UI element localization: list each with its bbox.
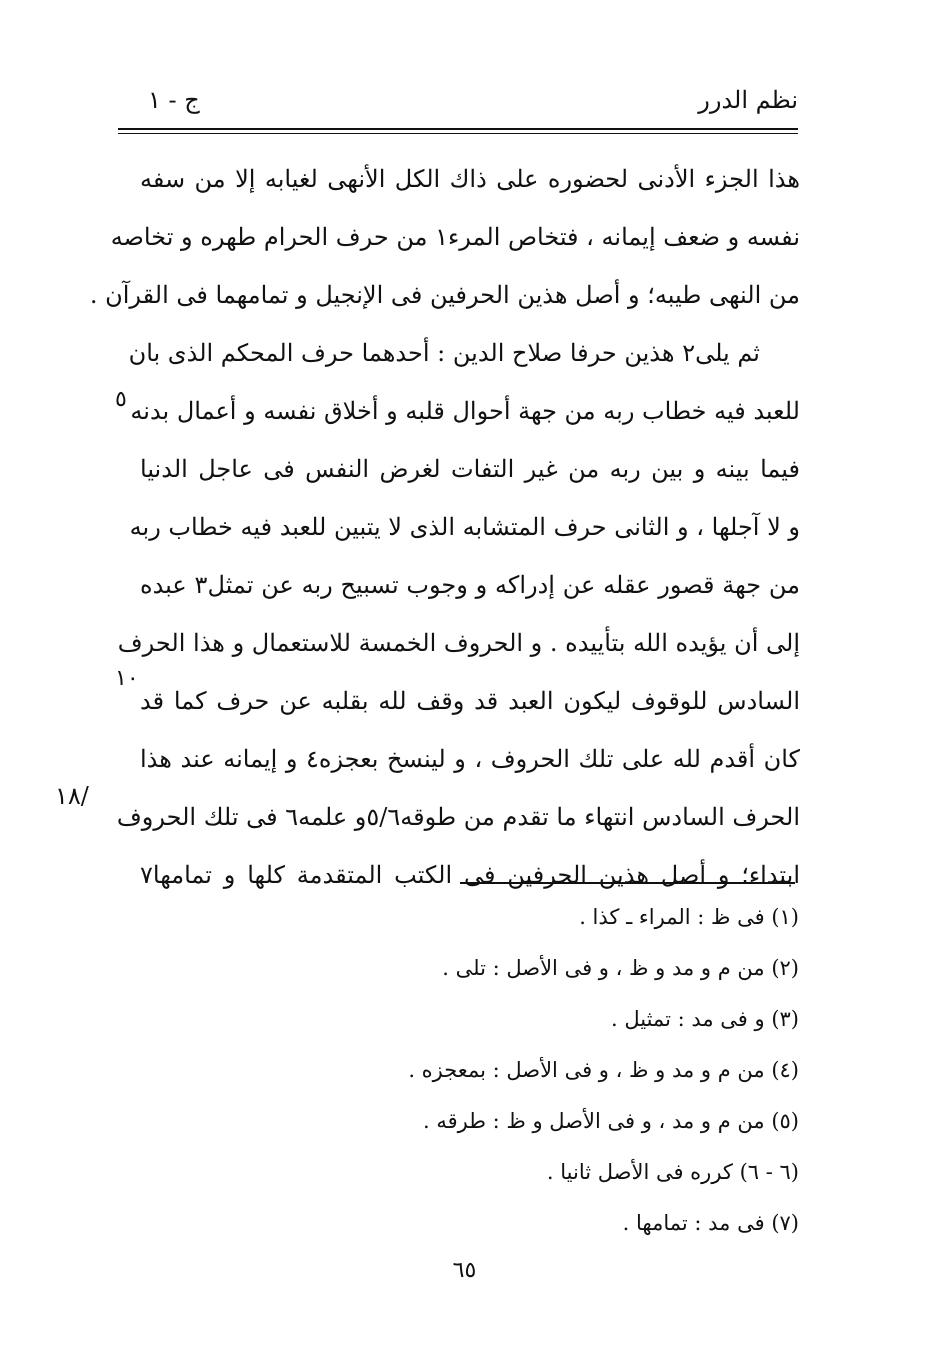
text-line: إلى أن يؤيده الله بتأييده . و الحروف الخمسة للاستعمال و هذا الحرف	[117, 629, 800, 657]
text-line: و لا آجلها ، و الثانى حرف المتشابه الذى لا يتبين للعبد فيه خطاب ربه	[129, 513, 800, 541]
footnote-rule	[460, 882, 795, 884]
footnote: (٤) من م و مد و ظ ، و فى الأصل : بمعجزه .	[408, 1058, 799, 1082]
text-line: من النهى طيبه؛ و أصل هذين الحرفين فى الإنجيل و تمامهما فى القرآن .	[89, 281, 800, 309]
text-line: ابتداء؛ و أصل هذين الحرفين فى الكتب المتقدمة كلها و تمامها٧	[140, 861, 800, 889]
margin-folio-reference: ١٨/	[55, 782, 89, 810]
footnote: (٧) فى مد : تمامها .	[622, 1211, 799, 1235]
page-header	[118, 82, 798, 122]
header-rule-thick	[118, 128, 798, 130]
text-line: نفسه و ضعف إيمانه ، فتخاص المرء١ من حرف الحرام طهره و تخاصه	[110, 223, 800, 251]
text-line: من جهة قصور عقله عن إدراكه و وجوب تسبيح ربه عن تمثل٣ عبده	[140, 571, 800, 599]
footnote: (٥) من م و مد ، و فى الأصل و ظ : طرقه .	[422, 1109, 799, 1133]
text-line: السادس للوقوف ليكون العبد قد وقف لله بقلبه عن حرف كما قد	[140, 687, 800, 715]
text-line: فيما بينه و بين ربه من غير التفات لغرض النفس فى عاجل الدنيا	[140, 455, 800, 483]
line-number-5: ٥	[115, 387, 127, 412]
footnote: (٦ - ٦) كرره فى الأصل ثانيا .	[546, 1160, 799, 1184]
footnote: (٣) و فى مد : تمثيل .	[611, 1007, 799, 1031]
text-line: الحرف السادس انتهاء ما تقدم من طوقه٥/٦و علمه٦ فى تلك الحروف	[116, 803, 800, 831]
footnotes	[139, 892, 799, 1249]
footnote: (٢) من م و مد و ظ ، و فى الأصل : تلى .	[442, 956, 799, 980]
text-line: كان أقدم لله على تلك الحروف ، و لينسخ بعجزه٤ و إيمانه عند هذا	[140, 745, 800, 773]
text-line: هذا الجزء الأدنى لحضوره على ذاك الكل الأنهى لغيابه إلا من سفه	[140, 165, 800, 193]
text-line: للعبد فيه خطاب ربه من جهة أحوال قلبه و أخلاق نفسه و أعمال بدنه	[130, 397, 800, 425]
line-number-10: ١٠	[115, 666, 139, 691]
running-title: نظم الدرر	[698, 86, 798, 114]
header-rule-thin	[118, 133, 798, 134]
volume-label: ج - ١	[148, 86, 200, 114]
text-line: ثم يلى٢ هذين حرفا صلاح الدين : أحدهما حرف المحكم الذى بان	[128, 339, 760, 367]
footnote: (١) فى ظ : المراء ـ كذا .	[579, 905, 799, 929]
page-number: ٦٥	[452, 1258, 477, 1283]
